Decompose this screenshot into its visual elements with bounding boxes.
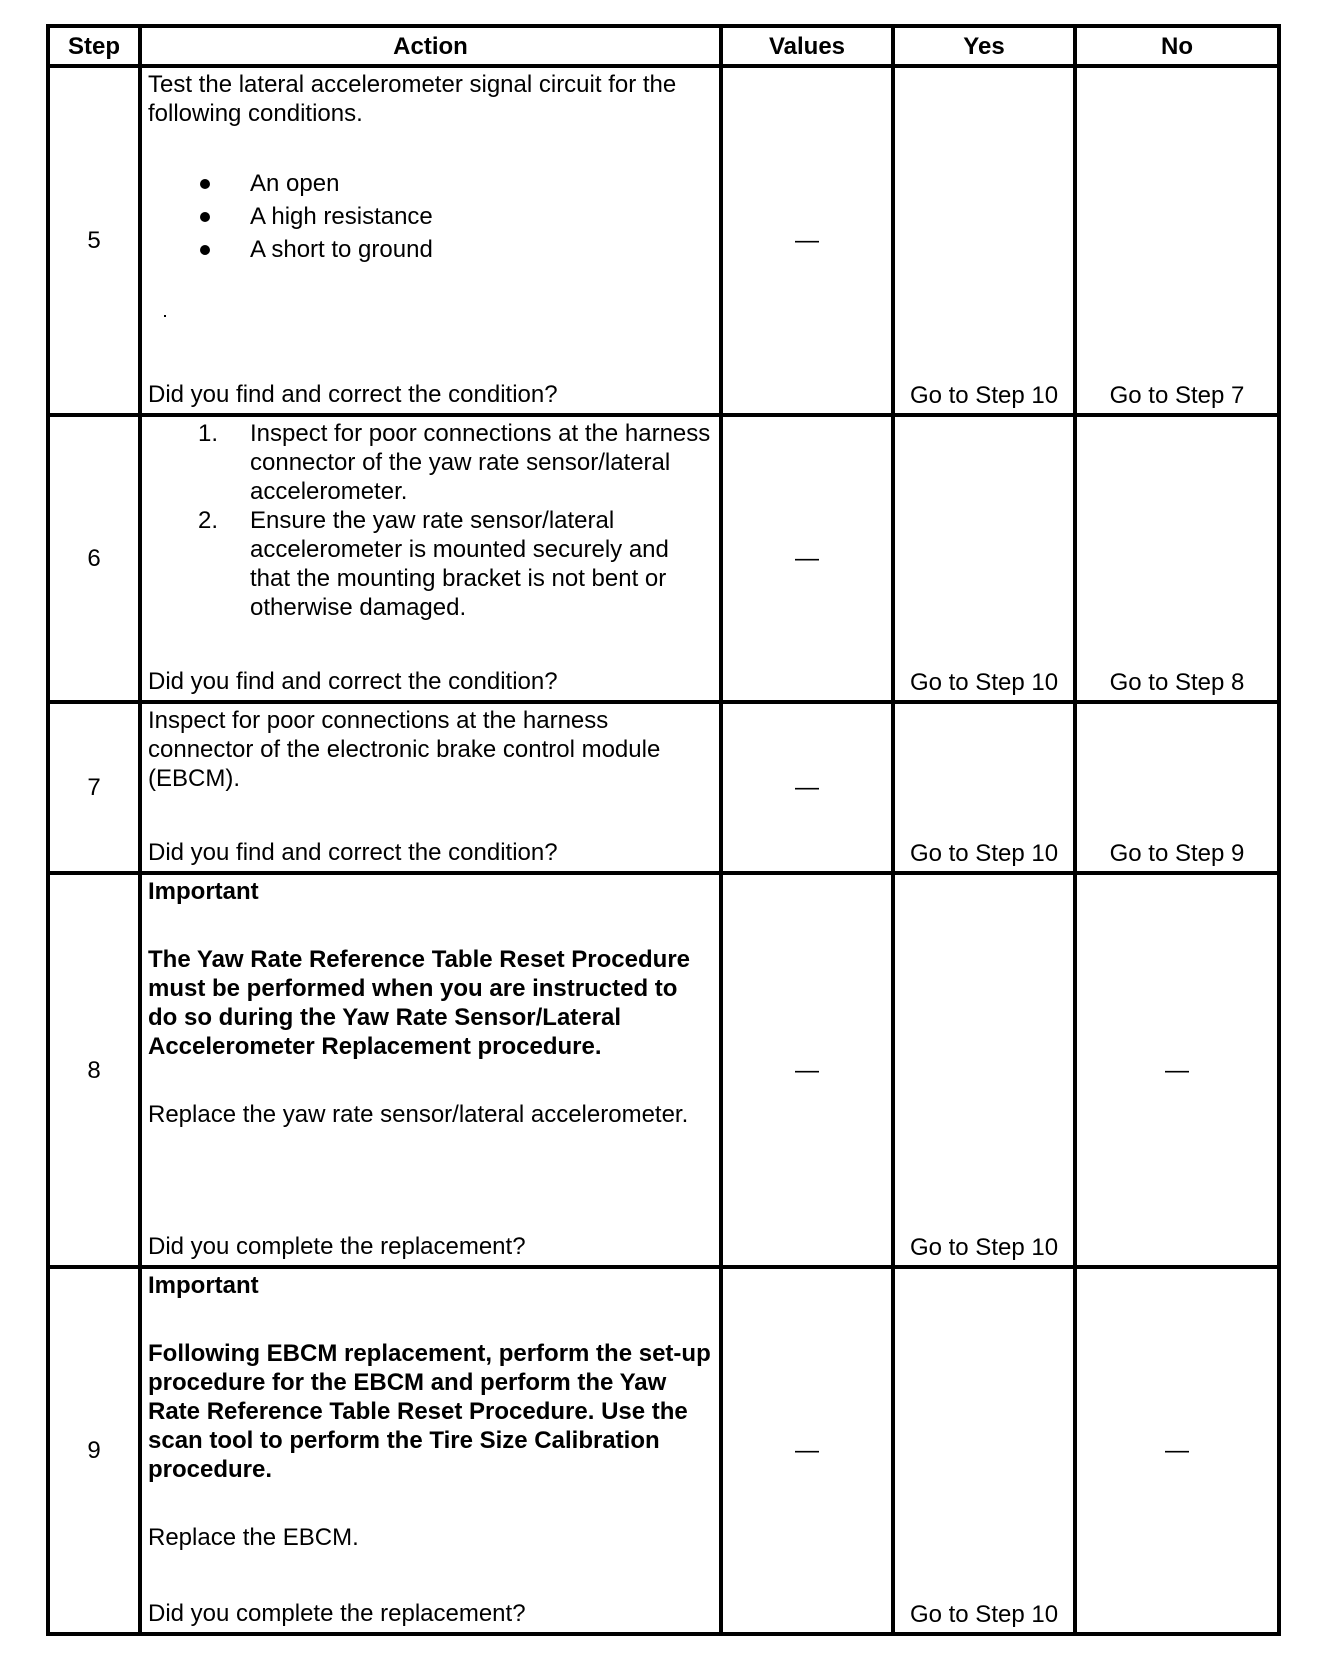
condition-list bbox=[148, 167, 713, 266]
action-question: Did you complete the replacement? bbox=[148, 1600, 526, 1627]
numbered-list bbox=[148, 419, 713, 622]
list-item bbox=[148, 167, 713, 200]
header-action: Action bbox=[140, 26, 721, 66]
header-yes: Yes bbox=[893, 26, 1075, 66]
list-item-text: Ensure the yaw rate sensor/lateral accelerometer is mounted securely and that the mounting bracket is not bent or otherwise damaged. bbox=[250, 507, 669, 621]
header-row bbox=[48, 26, 1279, 66]
no-cell: — bbox=[1075, 1267, 1279, 1634]
list-item bbox=[148, 200, 713, 233]
values-cell: — bbox=[721, 1267, 893, 1634]
action-question: Did you find and correct the condition? bbox=[148, 668, 558, 695]
action-question: Did you complete the replacement? bbox=[148, 1233, 526, 1260]
step-number: 5 bbox=[48, 66, 140, 415]
header-step: Step bbox=[48, 26, 140, 66]
list-number: 1. bbox=[198, 420, 219, 447]
step-number: 6 bbox=[48, 415, 140, 702]
important-note: Following EBCM replacement, perform the set-up procedure for the EBCM and perform the Yaw Rate Reference Table Reset Procedure. Use the scan tool to perform the Tire Size Calibration procedure. bbox=[148, 1340, 711, 1483]
list-item-text: An open bbox=[250, 170, 340, 197]
action-cell bbox=[140, 66, 721, 415]
diagnostic-table bbox=[46, 24, 1281, 1636]
action-question: Did you find and correct the condition? bbox=[148, 839, 558, 866]
step-number: 9 bbox=[48, 1267, 140, 1634]
yes-cell: Go to Step 10 bbox=[893, 702, 1075, 873]
values-cell: — bbox=[721, 66, 893, 415]
no-cell: Go to Step 8 bbox=[1075, 415, 1279, 702]
action-cell bbox=[140, 415, 721, 702]
list-item bbox=[148, 419, 713, 506]
table-row-step-8 bbox=[48, 873, 1279, 1267]
important-label: Important bbox=[148, 878, 259, 905]
action-instruction: Replace the yaw rate sensor/lateral accelerometer. bbox=[148, 1101, 689, 1128]
list-item-text: A high resistance bbox=[250, 203, 433, 230]
no-cell: Go to Step 9 bbox=[1075, 702, 1279, 873]
action-question: Did you find and correct the condition? bbox=[148, 381, 558, 408]
list-item-text: Inspect for poor connections at the harness connector of the yaw rate sensor/lateral accelerometer. bbox=[250, 420, 711, 505]
bullet-icon bbox=[200, 179, 210, 189]
values-cell: — bbox=[721, 702, 893, 873]
action-instruction: Replace the EBCM. bbox=[148, 1524, 359, 1551]
table-row-step-5 bbox=[48, 66, 1279, 415]
bullet-icon bbox=[200, 245, 210, 255]
bullet-icon bbox=[200, 212, 210, 222]
important-note: The Yaw Rate Reference Table Reset Procedure must be performed when you are instructed to do so during the Yaw Rate Sensor/Lateral Accelerometer Replacement procedure. bbox=[148, 946, 691, 1060]
no-cell: — bbox=[1075, 873, 1279, 1267]
list-item bbox=[148, 506, 713, 622]
no-cell: Go to Step 7 bbox=[1075, 66, 1279, 415]
header-no: No bbox=[1075, 26, 1279, 66]
action-cell bbox=[140, 873, 721, 1267]
yes-cell: Go to Step 10 bbox=[893, 1267, 1075, 1634]
table-row-step-6 bbox=[48, 415, 1279, 702]
yes-cell: Go to Step 10 bbox=[893, 873, 1075, 1267]
values-cell: — bbox=[721, 415, 893, 702]
yes-cell: Go to Step 10 bbox=[893, 66, 1075, 415]
stray-mark bbox=[164, 315, 166, 317]
step-number: 7 bbox=[48, 702, 140, 873]
step-number: 8 bbox=[48, 873, 140, 1267]
action-cell bbox=[140, 702, 721, 873]
yes-cell: Go to Step 10 bbox=[893, 415, 1075, 702]
action-intro: Test the lateral accelerometer signal circuit for the following conditions. bbox=[148, 71, 677, 127]
list-item bbox=[148, 233, 713, 266]
list-item-text: A short to ground bbox=[250, 236, 433, 263]
action-cell bbox=[140, 1267, 721, 1634]
list-number: 2. bbox=[198, 507, 219, 534]
important-label: Important bbox=[148, 1272, 259, 1299]
table-row-step-7 bbox=[48, 702, 1279, 873]
table-row-step-9 bbox=[48, 1267, 1279, 1634]
header-values: Values bbox=[721, 26, 893, 66]
values-cell: — bbox=[721, 873, 893, 1267]
action-intro: Inspect for poor connections at the harness connector of the electronic brake control module (EBCM). bbox=[148, 707, 661, 792]
